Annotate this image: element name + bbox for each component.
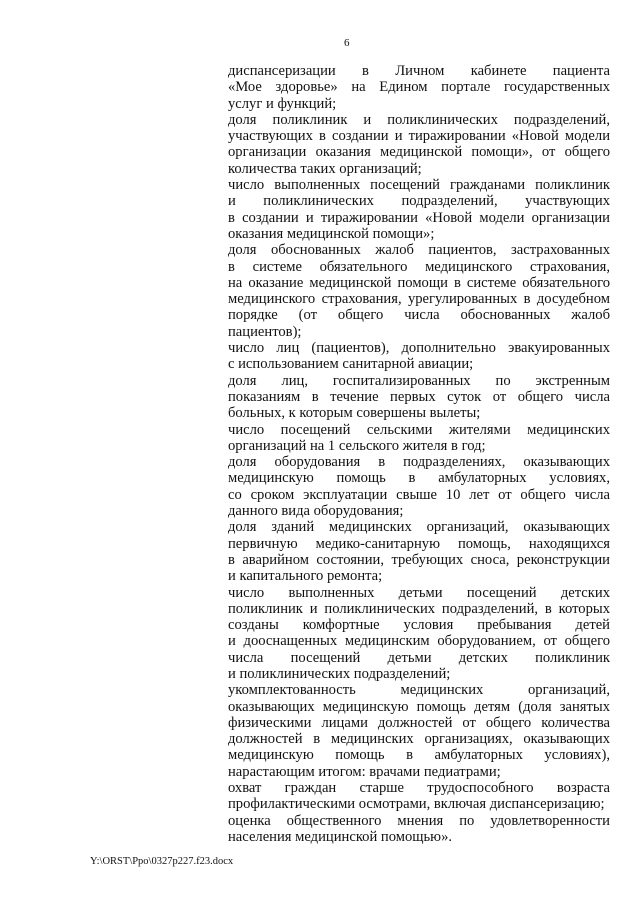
text-line: с использованием санитарной авиации;: [228, 356, 474, 373]
text-line: показаниям в течение первых суток от общего числа: [228, 388, 610, 405]
text-line: в аварийном состоянии, требующих сноса, реконструкции: [228, 551, 610, 568]
text-line: оценка общественного мнения по удовлетворенности: [228, 812, 610, 829]
text-line: созданы комфортные условия пребывания детей: [228, 617, 610, 634]
text-line: пациентов);: [228, 323, 302, 340]
text-line: нарастающим итогом: врачами педиатрами;: [228, 763, 501, 780]
text-line: числа посещений детьми детских поликлиник: [228, 649, 610, 666]
text-line: оказывающих медицинскую помощь детям (доля занятых: [228, 698, 610, 715]
text-line: профилактическими осмотрами, включая диспансеризацию;: [228, 796, 605, 813]
text-line: «Мое здоровье» на Едином портале государственных: [228, 79, 610, 96]
text-line: и капитального ремонта;: [228, 568, 383, 585]
text-line: населения медицинской помощью».: [228, 828, 453, 845]
text-line: диспансеризации в Личном кабинете пациента: [228, 63, 610, 79]
text-line: на оказание медицинской помощи в системе обязательного: [228, 274, 610, 291]
text-line: число посещений сельскими жителями медицинских: [228, 421, 610, 438]
text-line: в системе обязательного медицинского страхования,: [228, 258, 610, 275]
text-line: больных, к которым совершены вылеты;: [228, 405, 481, 422]
text-line: доля оборудования в подразделениях, оказывающих: [228, 454, 610, 471]
text-line: должностей в медицинских организациях, оказывающих: [228, 731, 610, 748]
text-line: и поликлинических подразделений, участвующих: [228, 193, 610, 210]
text-line: доля обоснованных жалоб пациентов, застрахованных: [228, 242, 610, 259]
document-body: [228, 63, 610, 845]
text-line: и поликлинических подразделений;: [228, 665, 451, 682]
page-number: 6: [344, 37, 350, 49]
text-line: число выполненных посещений гражданами поликлиник: [228, 177, 610, 194]
text-line: доля зданий медицинских организаций, оказывающих: [228, 519, 610, 536]
text-line: медицинскую помощь в амбулаторных условиях,: [228, 470, 610, 487]
text-line: число лиц (пациентов), дополнительно эвакуированных: [228, 340, 610, 357]
text-line: со сроком эксплуатации свыше 10 лет от общего числа: [228, 486, 610, 503]
text-line: услуг и функций;: [228, 95, 337, 112]
text-line: данного вида оборудования;: [228, 503, 404, 520]
text-line: оказания медицинской помощи»;: [228, 225, 435, 242]
text-line: участвующих в создании и тиражировании «Новой модели: [228, 128, 610, 145]
text-line: в создании и тиражировании «Новой модели организации: [228, 209, 610, 226]
text-line: охват граждан старше трудоспособного возраста: [228, 780, 610, 797]
text-line: организации оказания медицинской помощи», от общего: [228, 144, 610, 161]
text-line: организаций на 1 сельского жителя в год;: [228, 437, 486, 454]
text-line: медицинского страхования, урегулированных в досудебном: [228, 291, 610, 308]
text-line: медицинскую помощь в амбулаторных условиях),: [228, 747, 610, 764]
text-line: доля лиц, госпитализированных по экстренным: [228, 372, 610, 389]
footer-file-path: Y:\ORST\Ppo\0327p227.f23.docx: [90, 856, 234, 867]
text-line: укомплектованность медицинских организаций,: [228, 682, 610, 699]
text-line: число выполненных детьми посещений детских: [228, 584, 610, 601]
text-line: доля поликлиник и поликлинических подразделений,: [228, 111, 610, 128]
text-line: и дооснащенных медицинским оборудованием, от общего: [228, 633, 610, 650]
text-line: количества таких организаций;: [228, 160, 422, 177]
text-line: первичную медико-санитарную помощь, находящихся: [228, 535, 610, 552]
text-line: физическими лицами должностей от общего количества: [228, 714, 610, 731]
text-line: поликлиник и поликлинических подразделений, в которых: [228, 600, 610, 617]
text-line: порядке (от общего числа обоснованных жалоб: [228, 307, 610, 324]
